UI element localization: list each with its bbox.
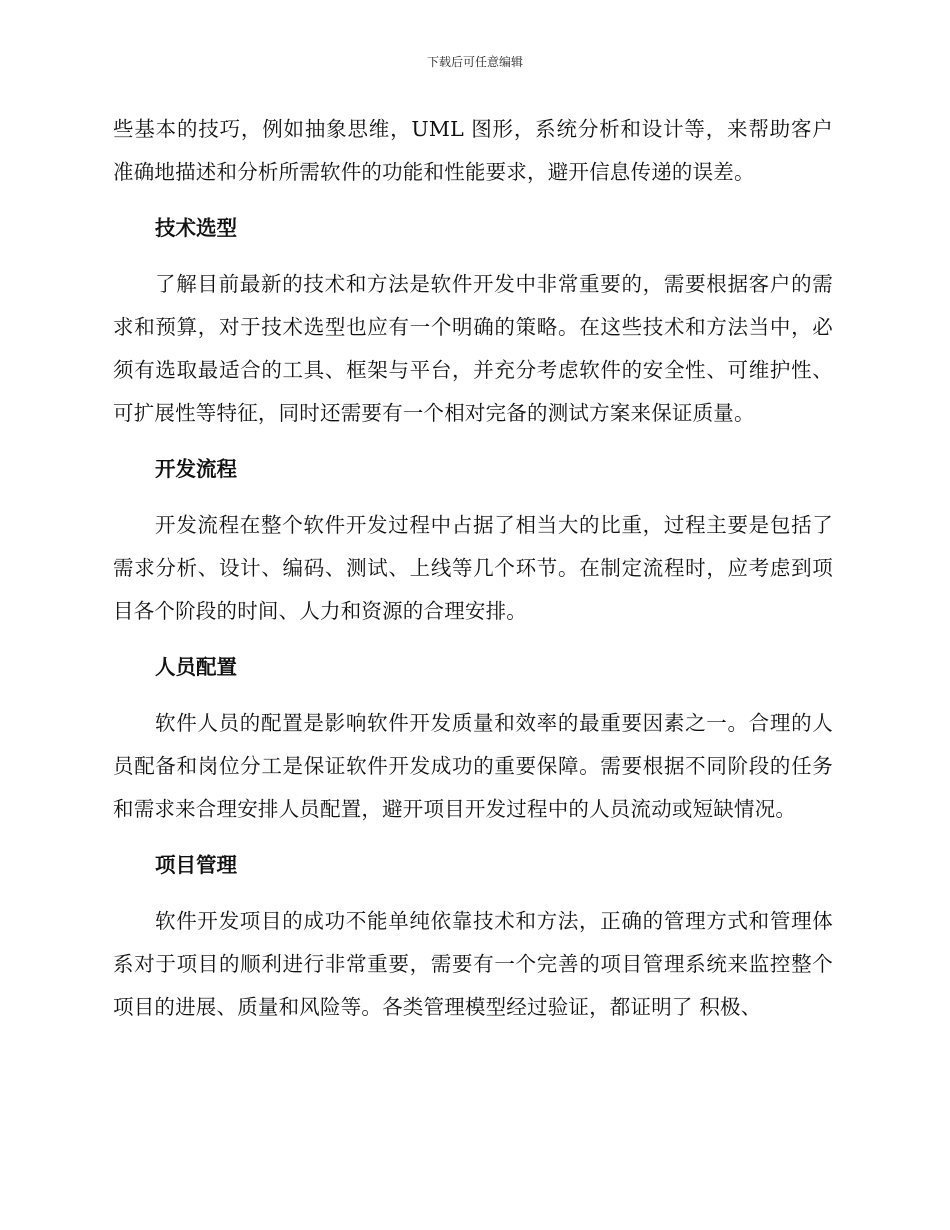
page-header: 下载后可任意编辑 [426,55,523,69]
intro-paragraph: 些基本的技巧，例如抽象思维，UML 图形，系统分析和设计等，来帮助客户准确地描述和分析所需软件的功能和性能要求，避开信息传递的误差。 [113,117,833,184]
section-heading-project-management: 项目管理 [155,853,237,877]
staffing-paragraph: 软件人员的配置是影响软件开发质量和效率的最重要因素之一。合理的人员配备和岗位分工是保证软件开发成功的重要保障。需要根据不同阶段的任务和需求来合理安排人员配置，避开项目开发过程中的人员流动或短缺情况。 [113,711,833,821]
project-management-paragraph: 软件开发项目的成功不能单纯依靠技术和方法，正确的管理方式和管理体系对于项目的顺利进行非常重要，需要有一个完善的项目管理系统来监控整个项目的进展、质量和风险等。各类管理模型经过验证，都证明了 积极、 [113,909,833,1019]
dev-process-paragraph: 开发流程在整个软件开发过程中占据了相当大的比重，过程主要是包括了需求分析、设计、编码、测试、上线等几个环节。在制定流程时，应考虑到项目各个阶段的时间、人力和资源的合理安排。 [113,513,833,623]
section-heading-staffing: 人员配置 [155,655,237,679]
section-heading-dev-process: 开发流程 [155,457,237,481]
section-heading-tech-selection: 技术选型 [155,216,237,240]
document-body [113,108,833,1042]
tech-selection-paragraph: 了解目前最新的技术和方法是软件开发中非常重要的，需要根据客户的需求和预算，对于技术选型也应有一个明确的策略。在这些技术和方法当中，必须有选取最适合的工具、框架与平台，并充分考虑软件的安全性、可维护性、可扩展性等特征，同时还需要有一个相对完备的测试方案来保证质量。 [113,272,833,425]
